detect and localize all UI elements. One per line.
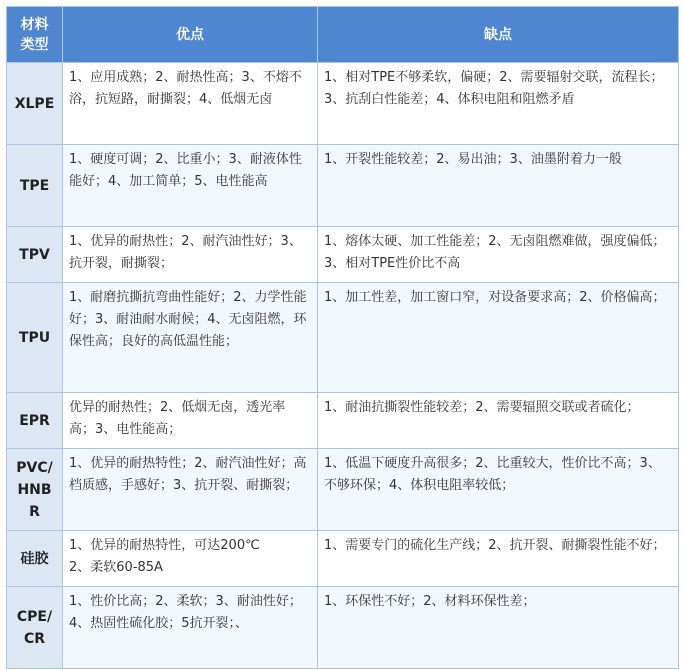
cons-cell: 1、耐油抗撕裂性能较差；2、需要辐照交联或者硫化；: [318, 393, 679, 449]
table-row: [7, 449, 679, 531]
header-pros: 优点: [63, 7, 318, 63]
cons-cell: 1、熔体太硬、加工性能差；2、无卤阻燃难做，强度偏低；3、相对TPE性价比不高: [318, 227, 679, 283]
cons-cell: 1、加工性差，加工窗口窄，对设备要求高；2、价格偏高；: [318, 283, 679, 393]
cons-cell: 1、环保性不好；2、材料环保性差；: [318, 587, 679, 669]
table-row: [7, 531, 679, 587]
cons-cell: 1、开裂性能较差；2、易出油；3、油墨附着力一般: [318, 145, 679, 227]
materials-comparison-table: [6, 6, 679, 669]
material-name: PVC/ HNB R: [7, 449, 63, 531]
header-cons: 缺点: [318, 7, 679, 63]
material-name: TPV: [7, 227, 63, 283]
pros-cell: 1、应用成熟；2、耐热性高；3、不熔不浴，抗短路，耐撕裂；4、低烟无卤: [63, 63, 318, 145]
material-name: XLPE: [7, 63, 63, 145]
cons-cell: 1、需要专门的硫化生产线；2、抗开裂、耐撕裂性能不好；: [318, 531, 679, 587]
pros-cell: 1、硬度可调；2、比重小；3、耐液体性能好；4、加工简单；5、电性能高: [63, 145, 318, 227]
material-name: TPE: [7, 145, 63, 227]
cons-cell: 1、相对TPE不够柔软，偏硬；2、需要辐射交联，流程长；3、抗刮白性能差；4、体积电阻和阻燃矛盾: [318, 63, 679, 145]
material-name: TPU: [7, 283, 63, 393]
pros-cell: 1、优异的耐热特性；2、耐汽油性好；高档质感，手感好；3、抗开裂、耐撕裂；: [63, 449, 318, 531]
table-row: [7, 587, 679, 669]
material-name: CPE/ CR: [7, 587, 63, 669]
table-row: [7, 227, 679, 283]
material-name: EPR: [7, 393, 63, 449]
table-row: [7, 393, 679, 449]
cons-cell: 1、低温下硬度升高很多；2、比重较大，性价比不高；3、不够环保；4、体积电阻率较低；: [318, 449, 679, 531]
pros-cell: 1、优异的耐热性；2、耐汽油性好；3、抗开裂，耐撕裂；: [63, 227, 318, 283]
pros-cell: 1、耐磨抗撕抗弯曲性能好；2、力学性能好；3、耐油耐水耐候；4、无卤阻燃，环保性高；良好的高低温性能；: [63, 283, 318, 393]
pros-cell: 1、优异的耐热特性，可达200℃ 2、柔软60-85A: [63, 531, 318, 587]
table-row: [7, 63, 679, 145]
header-row: [7, 7, 679, 63]
pros-cell: 优异的耐热性；2、低烟无卤，透光率高；3、电性能高；: [63, 393, 318, 449]
header-material-type: 材料 类型: [7, 7, 63, 63]
table-row: [7, 283, 679, 393]
pros-cell: 1、性价比高；2、柔软；3、耐油性好；4、热固性硫化胶；5抗开裂；、: [63, 587, 318, 669]
material-name: 硅胶: [7, 531, 63, 587]
table-row: [7, 145, 679, 227]
